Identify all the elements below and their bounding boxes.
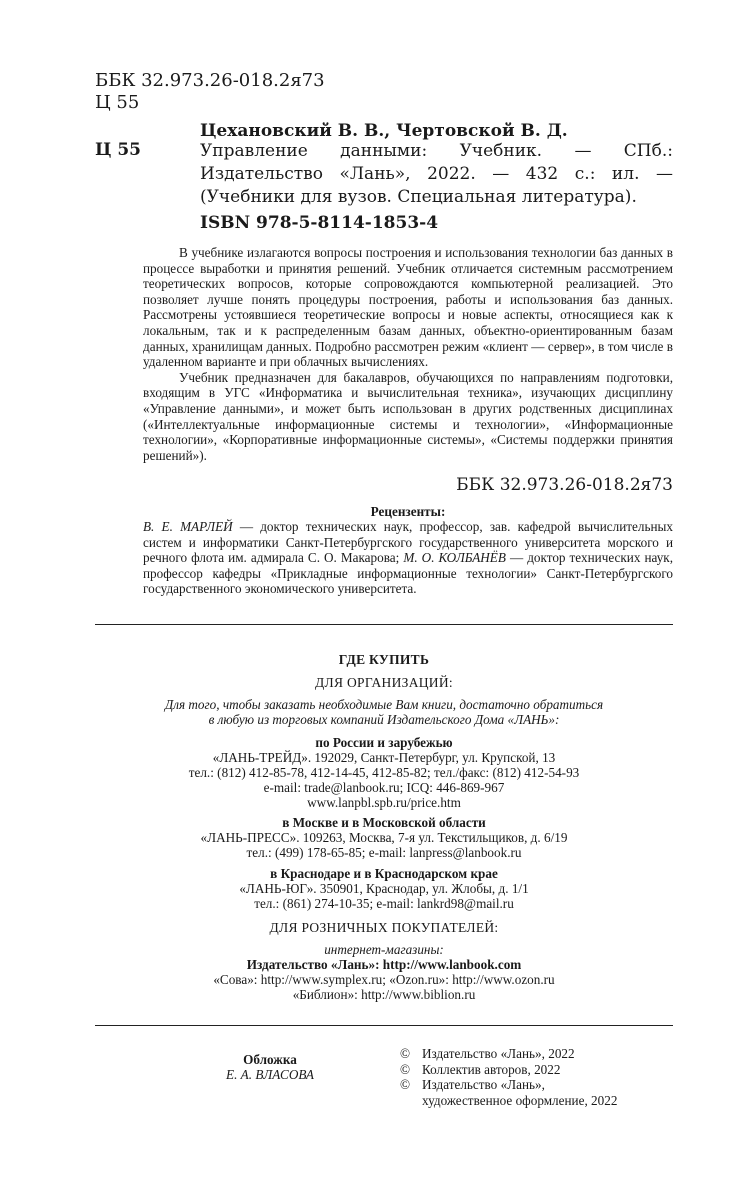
divider-bottom bbox=[95, 1025, 673, 1026]
lan-press-contacts bbox=[95, 830, 673, 860]
cover-artist: Е. А. ВЛАСОВА bbox=[226, 1067, 314, 1082]
lan-press-phones: тел.: (499) 178-65-85; e-mail: lanpress@lanbook.ru bbox=[246, 845, 522, 860]
shop-lanbook: Издательство «Лань»: http://www.lanbook.com bbox=[246, 957, 522, 972]
lan-yug-address: «ЛАНЬ-ЮГ». 350901, Краснодар, ул. Жлобы, д. 1/1 bbox=[239, 881, 529, 896]
online-shops-list bbox=[95, 957, 673, 1002]
copyright-icon: © bbox=[400, 1077, 411, 1093]
order-intro bbox=[95, 697, 673, 727]
copyright-line-3-continued: художественное оформление, 2022 bbox=[422, 1092, 618, 1108]
copyright-line-2: © Коллектив авторов, 2022 bbox=[400, 1061, 561, 1077]
cover-label: Обложка bbox=[243, 1052, 297, 1067]
reviewer-2-name: М. О. КОЛБАНЁВ bbox=[403, 550, 506, 566]
shop-sova-ozon: «Сова»: http://www.symplex.ru; «Ozon.ru»: http://www.ozon.ru bbox=[213, 972, 555, 987]
isbn: ISBN 978-5-8114-1853-4 bbox=[200, 213, 439, 233]
lan-trade-address: «ЛАНЬ-ТРЕЙД». 192029, Санкт-Петербург, ул. Крупской, 13 bbox=[212, 750, 556, 765]
lan-trade-email: e-mail: trade@lanbook.ru; ICQ: 446-869-967 bbox=[263, 780, 505, 795]
abstract-paragraph-2: Учебник предназначен для бакалавров, обучающихся по направлениям подготовки, входящим в УГС «Информатика и вычислительная техника», изучающих дисциплину «Управление данными», и может быть использован в других родственных дисциплинах («Интеллектуальные информационные системы и технологии», «Информационные технологии», «Корпоративные информационные системы», «Системы поддержки принятия решений»). bbox=[143, 369, 673, 463]
copyright-line-1: © Издательство «Лань», 2022 bbox=[400, 1046, 575, 1061]
reviewer-2-info: — доктор технических наук, профессор кафедры «Прикладные информационные технологии» Санкт-Петербургского государственного экономического университета. bbox=[143, 550, 674, 597]
bbk-code-bottom: ББК 32.973.26-018.2я73 bbox=[456, 475, 673, 495]
lan-press-address: «ЛАНЬ-ПРЕСС». 109263, Москва, 7-я ул. Текстильщиков, д. 6/19 bbox=[200, 830, 568, 845]
lan-trade-website: www.lanpbl.spb.ru/price.htm bbox=[307, 795, 461, 810]
order-intro-line-1: Для того, чтобы заказать необходимые Вам книги, достаточно обратиться bbox=[164, 697, 604, 712]
abstract-paragraph-1: В учебнике излагаются вопросы построения и использования технологии баз данных в процессе выработки и принятия решений. Учебник отличается системным рассмотрением теоретических вопросов, которые сопровождаются компьютерной реализацией. Это позволяет лучше понять процедуры построения, работы и использования баз данных. Рассмотрены устоявшиеся теоретические вопросы и новые аспекты, относящиеся как к локальным, так и к распределенным базам данных, объектно-ориентированным базам данных, хранилищам данных. Подробно рассмотрен режим «клиент — сервер», в том числе в удаленном варианте и при облачных вычислениях. bbox=[143, 245, 673, 370]
divider-top bbox=[95, 624, 673, 625]
reviewers-text bbox=[143, 519, 673, 597]
region-russia-title: по России и зарубежью bbox=[315, 735, 453, 750]
cover-credit bbox=[200, 1052, 340, 1082]
lan-yug-phones: тел.: (861) 274-10-35; e-mail: lankrd98@mail.ru bbox=[254, 896, 514, 911]
bbk-header bbox=[95, 70, 325, 114]
authors: Цехановский В. В., Чертовской В. Д. bbox=[200, 121, 568, 141]
copyright-line-3: © Издательство «Лань», bbox=[400, 1077, 545, 1093]
author-cipher: Ц 55 bbox=[95, 92, 140, 113]
copyright-icon: © bbox=[400, 1046, 411, 1061]
where-to-buy-title: ГДЕ КУПИТЬ bbox=[338, 652, 430, 667]
reviewer-1-info: — доктор технических наук, профессор, зав. кафедрой вычислительных систем и информатики Санкт-Петербургского государственного университета морского и речного флота им. адмирала С. О. Макарова; bbox=[143, 519, 674, 566]
record-cipher: Ц 55 bbox=[95, 140, 142, 160]
bbk-code: ББК 32.973.26-018.2я73 bbox=[95, 70, 325, 91]
bibliographic-description: Управление данными: Учебник. — СПб.: Издательство «Лань», 2022. — 432 с.: ил. — (Учебники для вузов. Специальная литература). bbox=[200, 141, 673, 207]
reviewer-1-name: В. Е. МАРЛЕЙ bbox=[143, 519, 233, 534]
lan-trade-phones: тел.: (812) 412-85-78, 412-14-45, 412-85-82; тел./факс: (812) 412-54-93 bbox=[188, 765, 580, 780]
lan-trade-contacts bbox=[95, 750, 673, 810]
region-krasnodar-title: в Краснодаре и в Краснодарском крае bbox=[270, 866, 498, 881]
online-shops-title: интернет-магазины: bbox=[324, 942, 444, 957]
order-intro-line-2: в любую из торговых компаний Издательского Дома «ЛАНЬ»: bbox=[208, 712, 560, 727]
reviewers-title: Рецензенты: bbox=[370, 504, 446, 519]
copyright-block bbox=[400, 1046, 617, 1108]
lan-yug-contacts bbox=[95, 881, 673, 911]
region-moscow-title: в Москве и в Московской области bbox=[282, 815, 486, 830]
for-organizations-heading: ДЛЯ ОРГАНИЗАЦИЙ: bbox=[315, 675, 453, 690]
shop-biblion: «Библион»: http://www.biblion.ru bbox=[292, 987, 476, 1002]
abstract bbox=[143, 245, 673, 463]
retail-heading: ДЛЯ РОЗНИЧНЫХ ПОКУПАТЕЛЕЙ: bbox=[269, 920, 499, 935]
copyright-icon: © bbox=[400, 1061, 411, 1077]
